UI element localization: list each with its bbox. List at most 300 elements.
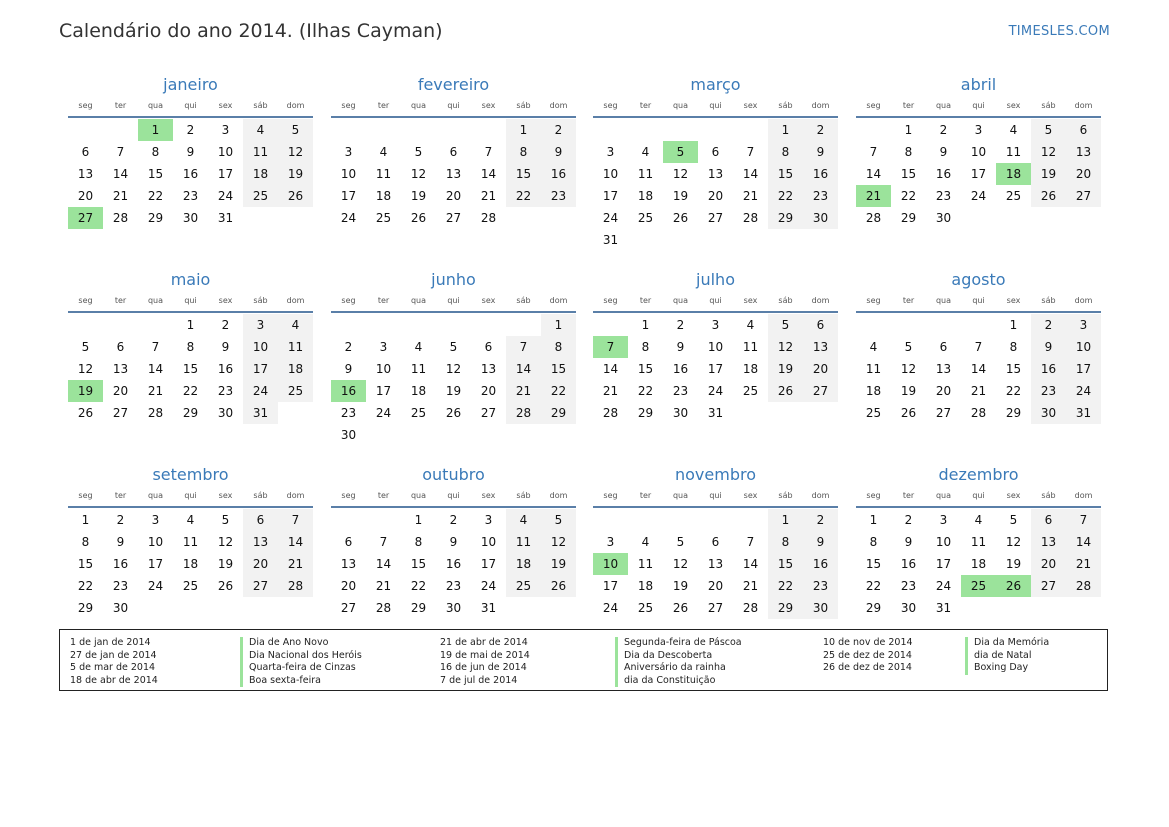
- day-cell[interactable]: 24: [147, 579, 164, 593]
- day-cell[interactable]: 8: [414, 535, 423, 549]
- day-cell[interactable]: 5: [541, 509, 576, 531]
- day-cell[interactable]: 18: [865, 384, 882, 398]
- day-cell[interactable]: 17: [602, 579, 619, 593]
- day-cell[interactable]: 4: [278, 314, 313, 336]
- day-cell[interactable]: 23: [803, 185, 838, 207]
- day-cell[interactable]: 31: [243, 402, 278, 424]
- day-cell[interactable]: 7: [484, 145, 493, 159]
- holiday-day-cell[interactable]: 26: [996, 575, 1031, 597]
- day-cell[interactable]: 12: [410, 167, 427, 181]
- day-cell[interactable]: 8: [1009, 340, 1018, 354]
- day-cell[interactable]: 21: [480, 189, 497, 203]
- day-cell[interactable]: 7: [869, 145, 878, 159]
- day-cell[interactable]: 29: [900, 211, 917, 225]
- day-cell[interactable]: 3: [379, 340, 388, 354]
- day-cell[interactable]: 15: [768, 553, 803, 575]
- day-cell[interactable]: 8: [151, 145, 160, 159]
- day-cell[interactable]: 13: [243, 531, 278, 553]
- day-cell[interactable]: 31: [1066, 402, 1101, 424]
- day-cell[interactable]: 10: [1066, 336, 1101, 358]
- day-cell[interactable]: 9: [803, 141, 838, 163]
- day-cell[interactable]: 24: [1066, 380, 1101, 402]
- day-cell[interactable]: 6: [449, 145, 458, 159]
- day-cell[interactable]: 22: [541, 380, 576, 402]
- day-cell[interactable]: 19: [541, 553, 576, 575]
- day-cell[interactable]: 23: [217, 384, 234, 398]
- day-cell[interactable]: 29: [1005, 406, 1022, 420]
- day-cell[interactable]: 11: [182, 535, 199, 549]
- day-cell[interactable]: 13: [445, 167, 462, 181]
- day-cell[interactable]: 1: [1009, 318, 1018, 332]
- day-cell[interactable]: 12: [541, 531, 576, 553]
- day-cell[interactable]: 11: [637, 557, 654, 571]
- day-cell[interactable]: 10: [147, 535, 164, 549]
- day-cell[interactable]: 23: [900, 579, 917, 593]
- day-cell[interactable]: 20: [707, 579, 724, 593]
- day-cell[interactable]: 30: [803, 597, 838, 619]
- day-cell[interactable]: 30: [935, 211, 952, 225]
- day-cell[interactable]: 21: [602, 384, 619, 398]
- day-cell[interactable]: 25: [1005, 189, 1022, 203]
- day-cell[interactable]: 21: [742, 189, 759, 203]
- day-cell[interactable]: 18: [375, 189, 392, 203]
- day-cell[interactable]: 31: [480, 601, 497, 615]
- day-cell[interactable]: 29: [77, 601, 94, 615]
- day-cell[interactable]: 24: [375, 406, 392, 420]
- day-cell[interactable]: 27: [1031, 575, 1066, 597]
- day-cell[interactable]: 16: [803, 163, 838, 185]
- day-cell[interactable]: 11: [637, 167, 654, 181]
- day-cell[interactable]: 23: [672, 384, 689, 398]
- day-cell[interactable]: 23: [340, 406, 357, 420]
- day-cell[interactable]: 14: [742, 167, 759, 181]
- day-cell[interactable]: 22: [1005, 384, 1022, 398]
- day-cell[interactable]: 22: [77, 579, 94, 593]
- day-cell[interactable]: 26: [672, 601, 689, 615]
- day-cell[interactable]: 2: [449, 513, 458, 527]
- day-cell[interactable]: 17: [480, 557, 497, 571]
- day-cell[interactable]: 10: [375, 362, 392, 376]
- day-cell[interactable]: 24: [935, 579, 952, 593]
- day-cell[interactable]: 28: [506, 402, 541, 424]
- day-cell[interactable]: 10: [480, 535, 497, 549]
- day-cell[interactable]: 2: [221, 318, 230, 332]
- day-cell[interactable]: 19: [445, 384, 462, 398]
- day-cell[interactable]: 20: [1031, 553, 1066, 575]
- day-cell[interactable]: 24: [602, 211, 619, 225]
- day-cell[interactable]: 15: [1005, 362, 1022, 376]
- day-cell[interactable]: 7: [379, 535, 388, 549]
- day-cell[interactable]: 18: [742, 362, 759, 376]
- day-cell[interactable]: 28: [742, 211, 759, 225]
- day-cell[interactable]: 14: [742, 557, 759, 571]
- day-cell[interactable]: 9: [904, 535, 913, 549]
- day-cell[interactable]: 16: [541, 163, 576, 185]
- day-cell[interactable]: 8: [541, 336, 576, 358]
- day-cell[interactable]: 19: [1031, 163, 1066, 185]
- holiday-day-cell[interactable]: 7: [593, 336, 628, 358]
- day-cell[interactable]: 20: [935, 384, 952, 398]
- day-cell[interactable]: 29: [410, 601, 427, 615]
- day-cell[interactable]: 30: [217, 406, 234, 420]
- day-cell[interactable]: 1: [506, 119, 541, 141]
- day-cell[interactable]: 12: [1031, 141, 1066, 163]
- day-cell[interactable]: 11: [278, 336, 313, 358]
- day-cell[interactable]: 2: [939, 123, 948, 137]
- day-cell[interactable]: 8: [768, 531, 803, 553]
- day-cell[interactable]: 30: [182, 211, 199, 225]
- day-cell[interactable]: 1: [414, 513, 423, 527]
- day-cell[interactable]: 5: [414, 145, 423, 159]
- day-cell[interactable]: 10: [935, 535, 952, 549]
- day-cell[interactable]: 4: [186, 513, 195, 527]
- day-cell[interactable]: 10: [602, 167, 619, 181]
- day-cell[interactable]: 11: [742, 340, 759, 354]
- day-cell[interactable]: 24: [707, 384, 724, 398]
- day-cell[interactable]: 17: [1066, 358, 1101, 380]
- day-cell[interactable]: 14: [480, 167, 497, 181]
- day-cell[interactable]: 30: [112, 601, 129, 615]
- day-cell[interactable]: 11: [970, 535, 987, 549]
- day-cell[interactable]: 7: [278, 509, 313, 531]
- day-cell[interactable]: 5: [221, 513, 230, 527]
- day-cell[interactable]: 15: [900, 167, 917, 181]
- day-cell[interactable]: 22: [768, 185, 803, 207]
- day-cell[interactable]: 23: [445, 579, 462, 593]
- day-cell[interactable]: 29: [541, 402, 576, 424]
- day-cell[interactable]: 5: [81, 340, 90, 354]
- day-cell[interactable]: 2: [803, 119, 838, 141]
- day-cell[interactable]: 9: [186, 145, 195, 159]
- day-cell[interactable]: 20: [112, 384, 129, 398]
- day-cell[interactable]: 20: [803, 358, 838, 380]
- day-cell[interactable]: 23: [935, 189, 952, 203]
- day-cell[interactable]: 3: [243, 314, 278, 336]
- day-cell[interactable]: 17: [935, 557, 952, 571]
- day-cell[interactable]: 6: [243, 509, 278, 531]
- day-cell[interactable]: 5: [676, 535, 685, 549]
- day-cell[interactable]: 19: [672, 189, 689, 203]
- day-cell[interactable]: 18: [243, 163, 278, 185]
- day-cell[interactable]: 25: [243, 185, 278, 207]
- holiday-day-cell[interactable]: 25: [961, 575, 996, 597]
- day-cell[interactable]: 15: [410, 557, 427, 571]
- day-cell[interactable]: 14: [278, 531, 313, 553]
- day-cell[interactable]: 24: [243, 380, 278, 402]
- day-cell[interactable]: 6: [81, 145, 90, 159]
- day-cell[interactable]: 6: [344, 535, 353, 549]
- day-cell[interactable]: 20: [445, 189, 462, 203]
- day-cell[interactable]: 28: [742, 601, 759, 615]
- day-cell[interactable]: 23: [112, 579, 129, 593]
- day-cell[interactable]: 28: [375, 601, 392, 615]
- day-cell[interactable]: 16: [935, 167, 952, 181]
- day-cell[interactable]: 9: [449, 535, 458, 549]
- day-cell[interactable]: 29: [865, 601, 882, 615]
- holiday-day-cell[interactable]: 5: [663, 141, 698, 163]
- day-cell[interactable]: 4: [414, 340, 423, 354]
- day-cell[interactable]: 27: [707, 211, 724, 225]
- day-cell[interactable]: 16: [672, 362, 689, 376]
- day-cell[interactable]: 19: [410, 189, 427, 203]
- day-cell[interactable]: 26: [278, 185, 313, 207]
- day-cell[interactable]: 24: [480, 579, 497, 593]
- day-cell[interactable]: 20: [340, 579, 357, 593]
- day-cell[interactable]: 7: [116, 145, 125, 159]
- day-cell[interactable]: 3: [606, 145, 615, 159]
- day-cell[interactable]: 22: [768, 575, 803, 597]
- day-cell[interactable]: 21: [742, 579, 759, 593]
- day-cell[interactable]: 31: [707, 406, 724, 420]
- day-cell[interactable]: 6: [803, 314, 838, 336]
- day-cell[interactable]: 27: [480, 406, 497, 420]
- day-cell[interactable]: 16: [803, 553, 838, 575]
- day-cell[interactable]: 1: [768, 509, 803, 531]
- day-cell[interactable]: 22: [147, 189, 164, 203]
- day-cell[interactable]: 24: [340, 211, 357, 225]
- day-cell[interactable]: 19: [217, 557, 234, 571]
- day-cell[interactable]: 28: [480, 211, 497, 225]
- day-cell[interactable]: 5: [1009, 513, 1018, 527]
- day-cell[interactable]: 25: [278, 380, 313, 402]
- day-cell[interactable]: 20: [77, 189, 94, 203]
- holiday-day-cell[interactable]: 27: [68, 207, 103, 229]
- day-cell[interactable]: 26: [768, 380, 803, 402]
- day-cell[interactable]: 3: [221, 123, 230, 137]
- day-cell[interactable]: 6: [711, 145, 720, 159]
- day-cell[interactable]: 2: [116, 513, 125, 527]
- day-cell[interactable]: 4: [746, 318, 755, 332]
- day-cell[interactable]: 19: [900, 384, 917, 398]
- day-cell[interactable]: 1: [869, 513, 878, 527]
- day-cell[interactable]: 16: [1031, 358, 1066, 380]
- day-cell[interactable]: 31: [217, 211, 234, 225]
- day-cell[interactable]: 18: [637, 189, 654, 203]
- day-cell[interactable]: 3: [711, 318, 720, 332]
- day-cell[interactable]: 28: [865, 211, 882, 225]
- day-cell[interactable]: 2: [676, 318, 685, 332]
- day-cell[interactable]: 6: [116, 340, 125, 354]
- day-cell[interactable]: 12: [217, 535, 234, 549]
- day-cell[interactable]: 14: [147, 362, 164, 376]
- day-cell[interactable]: 11: [506, 531, 541, 553]
- day-cell[interactable]: 17: [375, 384, 392, 398]
- day-cell[interactable]: 4: [869, 340, 878, 354]
- day-cell[interactable]: 14: [865, 167, 882, 181]
- day-cell[interactable]: 13: [77, 167, 94, 181]
- day-cell[interactable]: 11: [1005, 145, 1022, 159]
- day-cell[interactable]: 15: [768, 163, 803, 185]
- day-cell[interactable]: 19: [672, 579, 689, 593]
- day-cell[interactable]: 29: [182, 406, 199, 420]
- day-cell[interactable]: 15: [147, 167, 164, 181]
- day-cell[interactable]: 7: [1066, 509, 1101, 531]
- day-cell[interactable]: 26: [1031, 185, 1066, 207]
- day-cell[interactable]: 3: [974, 123, 983, 137]
- day-cell[interactable]: 8: [869, 535, 878, 549]
- day-cell[interactable]: 21: [1066, 553, 1101, 575]
- day-cell[interactable]: 22: [182, 384, 199, 398]
- day-cell[interactable]: 6: [484, 340, 493, 354]
- day-cell[interactable]: 30: [900, 601, 917, 615]
- day-cell[interactable]: 26: [77, 406, 94, 420]
- day-cell[interactable]: 25: [742, 384, 759, 398]
- day-cell[interactable]: 17: [147, 557, 164, 571]
- day-cell[interactable]: 4: [1009, 123, 1018, 137]
- day-cell[interactable]: 21: [506, 380, 541, 402]
- day-cell[interactable]: 21: [970, 384, 987, 398]
- day-cell[interactable]: 26: [672, 211, 689, 225]
- day-cell[interactable]: 15: [506, 163, 541, 185]
- day-cell[interactable]: 4: [974, 513, 983, 527]
- day-cell[interactable]: 28: [147, 406, 164, 420]
- day-cell[interactable]: 13: [803, 336, 838, 358]
- day-cell[interactable]: 9: [541, 141, 576, 163]
- day-cell[interactable]: 5: [449, 340, 458, 354]
- day-cell[interactable]: 17: [970, 167, 987, 181]
- day-cell[interactable]: 2: [344, 340, 353, 354]
- day-cell[interactable]: 1: [186, 318, 195, 332]
- holiday-day-cell[interactable]: 19: [68, 380, 103, 402]
- day-cell[interactable]: 15: [637, 362, 654, 376]
- day-cell[interactable]: 3: [606, 535, 615, 549]
- day-cell[interactable]: 17: [340, 189, 357, 203]
- day-cell[interactable]: 4: [506, 509, 541, 531]
- day-cell[interactable]: 27: [803, 380, 838, 402]
- day-cell[interactable]: 9: [803, 531, 838, 553]
- day-cell[interactable]: 12: [445, 362, 462, 376]
- day-cell[interactable]: 12: [278, 141, 313, 163]
- holiday-day-cell[interactable]: 21: [856, 185, 891, 207]
- day-cell[interactable]: 15: [182, 362, 199, 376]
- day-cell[interactable]: 26: [217, 579, 234, 593]
- day-cell[interactable]: 14: [375, 557, 392, 571]
- day-cell[interactable]: 8: [904, 145, 913, 159]
- day-cell[interactable]: 22: [506, 185, 541, 207]
- day-cell[interactable]: 30: [445, 601, 462, 615]
- day-cell[interactable]: 21: [147, 384, 164, 398]
- day-cell[interactable]: 7: [974, 340, 983, 354]
- day-cell[interactable]: 30: [1031, 402, 1066, 424]
- day-cell[interactable]: 9: [344, 362, 353, 376]
- day-cell[interactable]: 8: [186, 340, 195, 354]
- day-cell[interactable]: 19: [1005, 557, 1022, 571]
- day-cell[interactable]: 23: [541, 185, 576, 207]
- day-cell[interactable]: 2: [904, 513, 913, 527]
- day-cell[interactable]: 22: [900, 189, 917, 203]
- day-cell[interactable]: 13: [112, 362, 129, 376]
- day-cell[interactable]: 3: [1066, 314, 1101, 336]
- day-cell[interactable]: 28: [970, 406, 987, 420]
- day-cell[interactable]: 14: [506, 358, 541, 380]
- day-cell[interactable]: 13: [1031, 531, 1066, 553]
- day-cell[interactable]: 2: [186, 123, 195, 137]
- day-cell[interactable]: 8: [768, 141, 803, 163]
- day-cell[interactable]: 29: [768, 597, 803, 619]
- day-cell[interactable]: 1: [904, 123, 913, 137]
- day-cell[interactable]: 29: [147, 211, 164, 225]
- day-cell[interactable]: 27: [340, 601, 357, 615]
- day-cell[interactable]: 12: [768, 336, 803, 358]
- day-cell[interactable]: 27: [707, 601, 724, 615]
- day-cell[interactable]: 26: [445, 406, 462, 420]
- day-cell[interactable]: 20: [243, 553, 278, 575]
- day-cell[interactable]: 12: [672, 167, 689, 181]
- day-cell[interactable]: 18: [182, 557, 199, 571]
- day-cell[interactable]: 12: [900, 362, 917, 376]
- day-cell[interactable]: 17: [243, 358, 278, 380]
- day-cell[interactable]: 21: [278, 553, 313, 575]
- day-cell[interactable]: 16: [900, 557, 917, 571]
- day-cell[interactable]: 11: [865, 362, 882, 376]
- day-cell[interactable]: 28: [1066, 575, 1101, 597]
- day-cell[interactable]: 25: [410, 406, 427, 420]
- day-cell[interactable]: 7: [746, 535, 755, 549]
- day-cell[interactable]: 9: [939, 145, 948, 159]
- day-cell[interactable]: 18: [970, 557, 987, 571]
- day-cell[interactable]: 18: [410, 384, 427, 398]
- day-cell[interactable]: 20: [707, 189, 724, 203]
- day-cell[interactable]: 10: [340, 167, 357, 181]
- day-cell[interactable]: 26: [410, 211, 427, 225]
- holiday-day-cell[interactable]: 10: [593, 553, 628, 575]
- day-cell[interactable]: 23: [803, 575, 838, 597]
- day-cell[interactable]: 12: [77, 362, 94, 376]
- day-cell[interactable]: 13: [707, 167, 724, 181]
- day-cell[interactable]: 2: [803, 509, 838, 531]
- day-cell[interactable]: 11: [410, 362, 427, 376]
- day-cell[interactable]: 13: [340, 557, 357, 571]
- day-cell[interactable]: 3: [151, 513, 160, 527]
- day-cell[interactable]: 17: [217, 167, 234, 181]
- day-cell[interactable]: 9: [221, 340, 230, 354]
- day-cell[interactable]: 14: [602, 362, 619, 376]
- day-cell[interactable]: 13: [480, 362, 497, 376]
- day-cell[interactable]: 11: [243, 141, 278, 163]
- day-cell[interactable]: 25: [637, 211, 654, 225]
- day-cell[interactable]: 30: [340, 428, 357, 442]
- day-cell[interactable]: 27: [112, 406, 129, 420]
- day-cell[interactable]: 1: [641, 318, 650, 332]
- day-cell[interactable]: 18: [278, 358, 313, 380]
- day-cell[interactable]: 5: [904, 340, 913, 354]
- day-cell[interactable]: 18: [637, 579, 654, 593]
- day-cell[interactable]: 16: [182, 167, 199, 181]
- day-cell[interactable]: 9: [116, 535, 125, 549]
- day-cell[interactable]: 16: [217, 362, 234, 376]
- day-cell[interactable]: 9: [676, 340, 685, 354]
- day-cell[interactable]: 18: [506, 553, 541, 575]
- day-cell[interactable]: 26: [900, 406, 917, 420]
- day-cell[interactable]: 20: [480, 384, 497, 398]
- day-cell[interactable]: 7: [746, 145, 755, 159]
- day-cell[interactable]: 5: [1031, 119, 1066, 141]
- day-cell[interactable]: 14: [1066, 531, 1101, 553]
- day-cell[interactable]: 23: [182, 189, 199, 203]
- day-cell[interactable]: 4: [243, 119, 278, 141]
- day-cell[interactable]: 2: [1031, 314, 1066, 336]
- day-cell[interactable]: 6: [1031, 509, 1066, 531]
- day-cell[interactable]: 12: [1005, 535, 1022, 549]
- day-cell[interactable]: 17: [707, 362, 724, 376]
- site-link[interactable]: TIMESLES.COM: [1008, 24, 1110, 39]
- day-cell[interactable]: 15: [541, 358, 576, 380]
- day-cell[interactable]: 8: [641, 340, 650, 354]
- day-cell[interactable]: 24: [602, 601, 619, 615]
- day-cell[interactable]: 5: [278, 119, 313, 141]
- day-cell[interactable]: 14: [970, 362, 987, 376]
- holiday-day-cell[interactable]: 1: [138, 119, 173, 141]
